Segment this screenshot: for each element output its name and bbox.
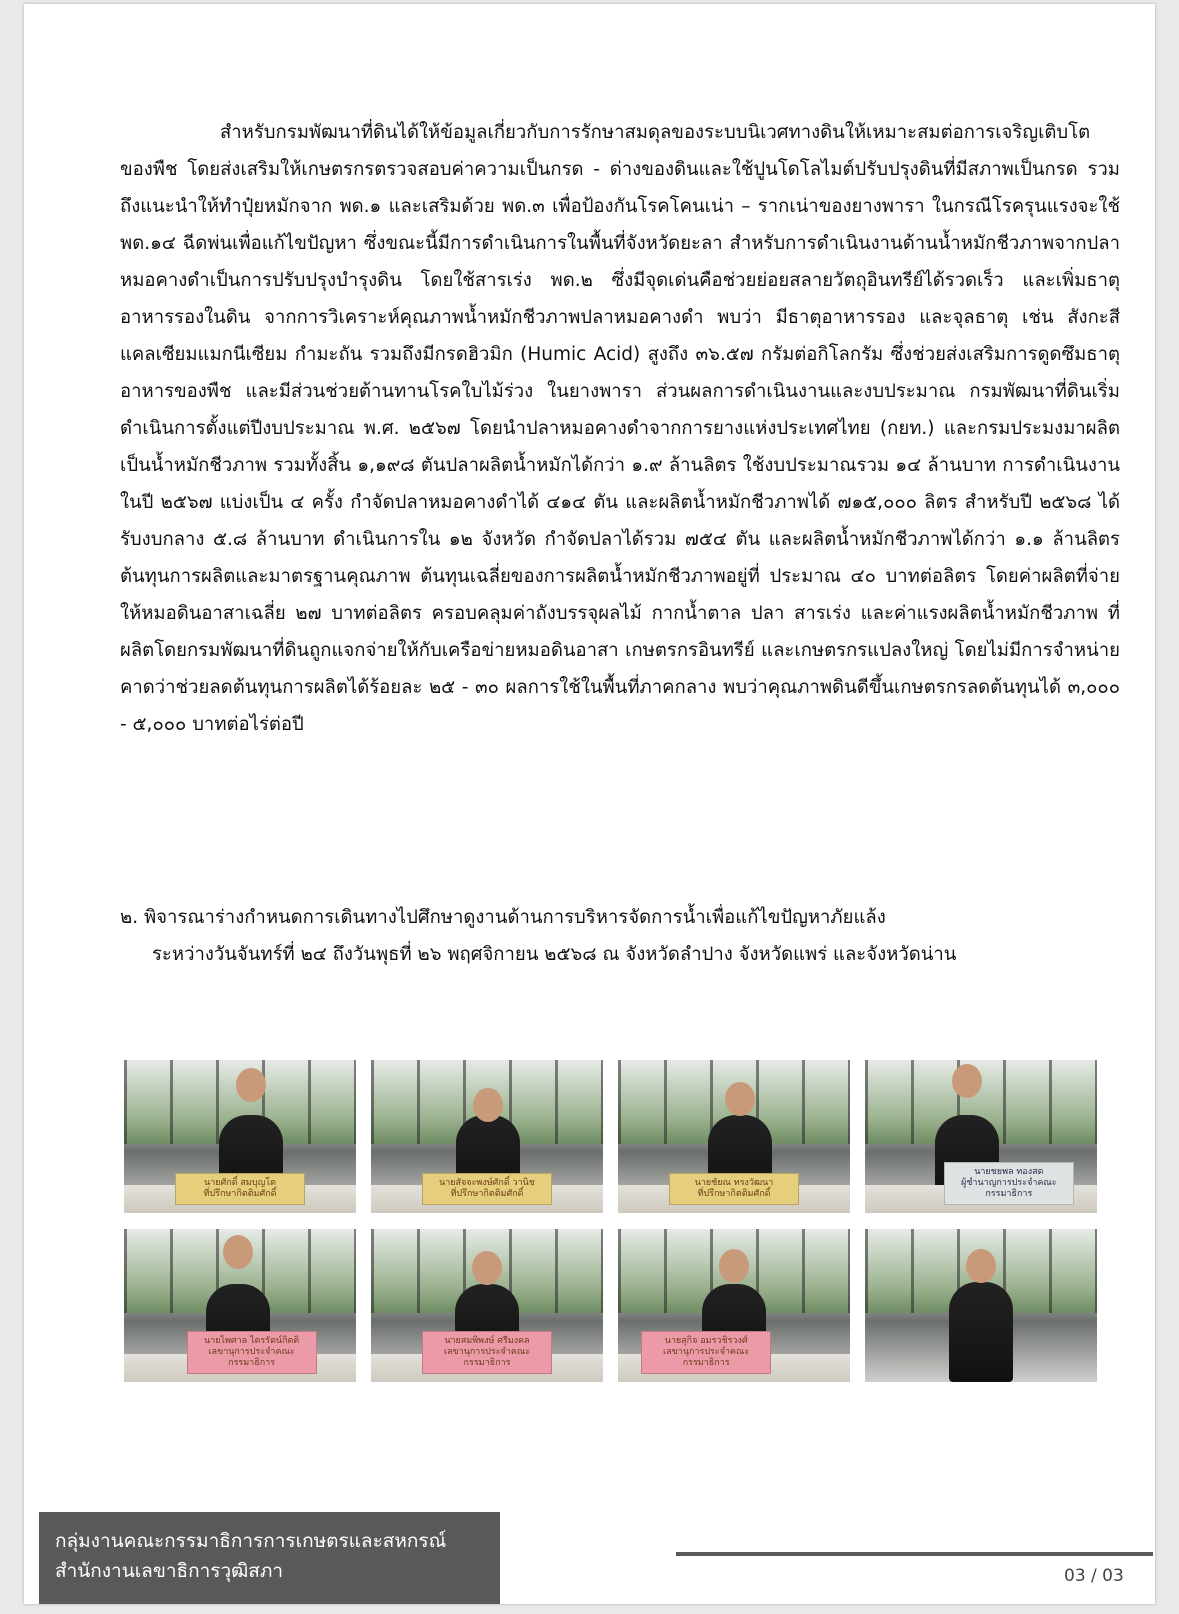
plate-title: ผู้ชำนาญการประจำคณะกรรมาธิการ <box>961 1178 1057 1199</box>
meeting-photo-5 <box>124 1229 356 1382</box>
plate-title: เลขานุการประจำคณะกรรมาธิการ <box>663 1347 750 1368</box>
meeting-photo-4 <box>865 1060 1097 1213</box>
plate-title: ที่ปรึกษากิตติมศักดิ์ <box>450 1189 524 1199</box>
name-plate <box>187 1331 317 1374</box>
footer-line-1: กลุ่มงานคณะกรรมาธิการการเกษตรและสหกรณ์ <box>55 1530 447 1552</box>
footer-department <box>39 1512 500 1604</box>
plate-name: นายศักดิ์ สมบุญโต <box>204 1178 276 1188</box>
footer-line-2: สำนักงานเลขาธิการวุฒิสภา <box>55 1560 284 1582</box>
page-number: 03 / 03 <box>1064 1566 1124 1586</box>
document-page <box>24 4 1155 1604</box>
agenda-item-2-line2: ระหว่างวันจันทร์ที่ ๒๔ ถึงวันพุธที่ ๒๖ พฤศจิกายน ๒๕๖๘ ณ จังหวัดลำปาง จังหวัดแพร่ และจังหวัดน่าน <box>152 944 957 965</box>
footer-rule <box>676 1552 1153 1556</box>
meeting-photo-7 <box>618 1229 850 1382</box>
agenda-item-2-line1: ๒. พิจารณาร่างกำหนดการเดินทางไปศึกษาดูงานด้านการบริหารจัดการน้ำเพื่อแก้ไขปัญหาภัยแล้ง <box>120 907 886 928</box>
meeting-photo-8 <box>865 1229 1097 1382</box>
name-plate <box>944 1162 1074 1205</box>
meeting-photo-1 <box>124 1060 356 1213</box>
meeting-photo-3 <box>618 1060 850 1213</box>
meeting-photo-6 <box>371 1229 603 1382</box>
name-plate <box>669 1173 799 1205</box>
name-plate <box>422 1173 552 1205</box>
plate-name: นายชัยณ ทรงวัฒนา <box>694 1178 774 1188</box>
agenda-item-2 <box>120 899 1120 973</box>
plate-name: นายชยพล ทองสด <box>974 1167 1044 1177</box>
plate-title: เลขานุการประจำคณะกรรมาธิการ <box>443 1347 531 1368</box>
plate-name: นายสัจจะพงษ์ศักดิ์ วานิช <box>439 1178 535 1188</box>
plate-name: นายสุกิจ อมรวชิรวงศ์ <box>664 1336 748 1346</box>
photo-grid <box>124 1060 1114 1382</box>
plate-title: เลขานุการประจำคณะกรรมาธิการ <box>208 1347 295 1368</box>
plate-title: ที่ปรึกษากิตติมศักดิ์ <box>203 1189 277 1199</box>
body-paragraph: สำหรับกรมพัฒนาที่ดินได้ให้ข้อมูลเกี่ยวกับการรักษาสมดุลของระบบนิเวศทางดินให้เหมาะสมต่อการเจริญเติบโตของพืช โดยส่งเสริมให้เกษตรกรตรวจสอบค่าความเป็นกรด - ด่างของดินและใช้ปูนโดโลไมต์ปรับปรุงดินที่มีสภาพเป็นกรด รวมถึงแนะนำให้ทำปุ๋ยหมักจาก พด.๑ และเสริมด้วย พด.๓ เพื่อป้องกันโรคโคนเน่า – รากเน่าของยางพารา ในกรณีโรครุนแรงจะใช้ พด.๑๔ ฉีดพ่นเพื่อแก้ไขปัญหา ซึ่งขณะนี้มีการดำเนินการในพื้นที่จังหวัดยะลา สำหรับการดำเนินงานด้านน้ำหมักชีวภาพจากปลาหมอคางดำเป็นการปรับปรุงบำรุงดิน โดยใช้สารเร่ง พด.๒ ซึ่งมีจุดเด่นคือช่วยย่อยสลายวัตถุอินทรีย์ได้รวดเร็ว และเพิ่มธาตุอาหารรองในดิน จากการวิเคราะห์คุณภาพน้ำหมักชีวภาพปลาหมอคางดำ พบว่า มีธาตุอาหารรอง และจุลธาตุ เช่น สังกะสี แคลเซียมแมกนีเซียม กำมะถัน รวมถึงมีกรดฮิวมิก (Humic Acid) สูงถึง ๓๖.๕๗ กรัมต่อกิโลกรัม ซึ่งช่วยส่งเสริมการดูดซึมธาตุอาหารของพืช และมีส่วนช่วยต้านทานโรคใบไม้ร่วง ในยางพารา ส่วนผลการดำเนินงานและงบประมาณ กรมพัฒนาที่ดินเริ่มดำเนินการตั้งแต่ปีงบประมาณ พ.ศ. ๒๕๖๗ โดยนำปลาหมอคางดำจากการยางแห่งประเทศไทย (กยท.) และกรมประมงมาผลิตเป็นน้ำหมักชีวภาพ รวมทั้งสิ้น ๑,๑๙๘ ตันปลาผลิตน้ำหมักได้กว่า ๑.๙ ล้านลิตร ใช้งบประมาณรวม ๑๔ ล้านบาท การดำเนินงานในปี ๒๕๖๗ แบ่งเป็น ๔ ครั้ง กำจัดปลาหมอคางดำได้ ๔๑๔ ตัน และผลิตน้ำหมักชีวภาพได้ ๗๑๕,๐๐๐ ลิตร สำหรับปี ๒๕๖๘ ได้รับงบกลาง ๕.๘ ล้านบาท ดำเนินการใน ๑๒ จังหวัด กำจัดปลาได้รวม ๗๕๔ ตัน และผลิตน้ำหมักชีวภาพได้กว่า ๑.๑ ล้านลิตร ต้นทุนการผลิตและมาตรฐานคุณภาพ ต้นทุนเฉลี่ยของการผลิตน้ำหมักชีวภาพอยู่ที่ ประมาณ ๔๐ บาทต่อลิตร โดยค่าผลิตที่จ่ายให้หมอดินอาสาเฉลี่ย ๒๗ บาทต่อลิตร ครอบคลุมค่าถังบรรจุผลไม้ กากน้ำตาล ปลา สารเร่ง และค่าแรงผลิตน้ำหมักชีวภาพ ที่ผลิตโดยกรมพัฒนาที่ดินถูกแจกจ่ายให้กับเครือข่ายหมอดินอาสา เกษตรกรอินทรีย์ และเกษตรกรแปลงใหญ่ โดยไม่มีการจำหน่าย คาดว่าช่วยลดต้นทุนการผลิตได้ร้อยละ ๒๕ - ๓๐ ผลการใช้ในพื้นที่ภาคกลาง พบว่าคุณภาพดินดีขึ้นเกษตรกรลดต้นทุนได้ ๓,๐๐๐ - ๕,๐๐๐ บาทต่อไร่ต่อปี <box>120 122 1120 735</box>
meeting-photo-2 <box>371 1060 603 1213</box>
name-plate <box>641 1331 771 1374</box>
plate-name: นายสมพิพงษ์ ศรีมงคล <box>444 1336 530 1346</box>
plate-title: ที่ปรึกษากิตติมศักดิ์ <box>697 1189 771 1199</box>
name-plate <box>422 1331 552 1374</box>
plate-name: นายไพศาล ไตรรัตน์กิตติ <box>203 1336 300 1346</box>
name-plate <box>175 1173 305 1205</box>
